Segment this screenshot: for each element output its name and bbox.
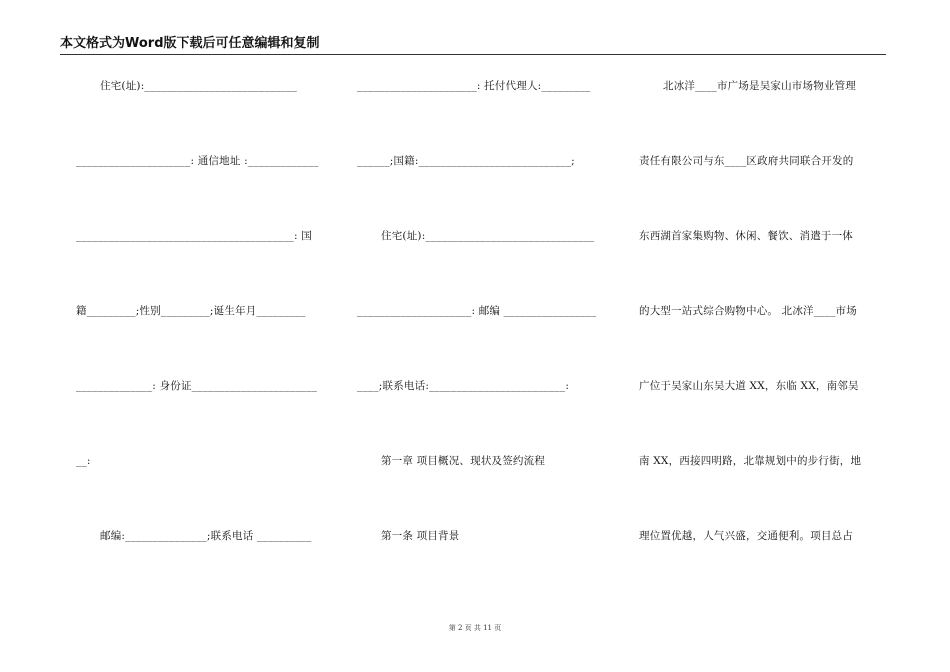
middle-line-4: _____________________: 邮编 _________________ — [357, 305, 597, 317]
middle-line-1: ______________________: 托付代理人:_________ — [357, 80, 591, 92]
left-line-3: ________________________________________: 国 — [76, 230, 312, 242]
left-line-1: 住宅(址):____________________________ — [100, 80, 298, 92]
right-line-6: 南 XX，西接四明路，北靠规划中的步行街，地 — [639, 455, 862, 467]
middle-line-3: 住宅(址):_______________________________ — [381, 230, 595, 242]
left-line-7: 邮编:_______________;联系电话 __________ — [100, 530, 312, 542]
right-line-3: 东西湖首家集购物、休闲、餐饮、消遣于一体 — [639, 230, 853, 242]
middle-line-6: 第一章 项目概况、现状及签约流程 — [381, 455, 546, 467]
right-line-4: 的大型一站式综合购物中心。 北冰洋____市场 — [639, 305, 857, 317]
right-line-2: 责任有限公司与东____区政府共同联合开发的 — [639, 155, 854, 167]
middle-line-2: ______;国籍:____________________________; — [357, 155, 575, 167]
left-line-6: __: — [76, 455, 91, 467]
middle-line-5: ____;联系电话:_________________________: — [357, 380, 570, 392]
middle-line-7: 第一条 项目背景 — [381, 530, 460, 542]
right-line-5: 广位于吴家山东吴大道 XX，东临 XX，南邻吴 — [639, 380, 859, 392]
right-line-1: 北冰洋____市广场是吴家山市场物业管理 — [663, 80, 856, 92]
left-line-4: 籍_________;性别_________;诞生年月_________ — [76, 305, 306, 317]
header-title: 本文格式为Word版下载后可任意编辑和复制 — [60, 36, 320, 51]
right-line-7: 理位置优越，人气兴盛，交通便利。项目总占 — [639, 530, 853, 542]
left-line-5: ______________: 身份证_______________________ — [76, 380, 318, 392]
left-line-2: _____________________: 通信地址 :_____________ — [76, 155, 319, 167]
page-number: 第 2 页 共 11 页 — [448, 624, 502, 632]
page-header — [60, 36, 886, 55]
